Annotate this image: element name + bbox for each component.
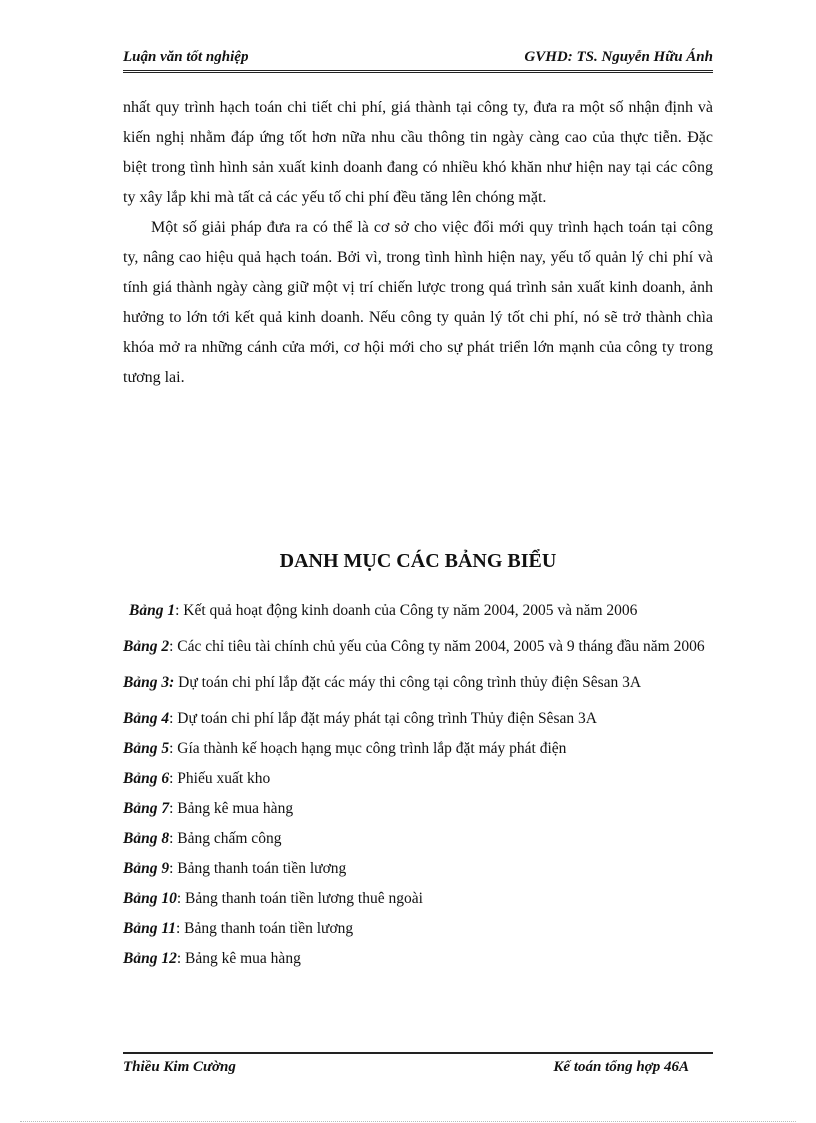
table-caption: : Dự toán chi phí lắp đặt máy phát tại công trình Thủy điện Sêsan 3A	[169, 710, 597, 727]
section-title: DANH MỤC CÁC BẢNG BIỂU	[279, 550, 557, 572]
table-list-item	[123, 944, 713, 974]
page-footer	[123, 1052, 713, 1078]
table-label: Bảng 11	[123, 920, 176, 937]
table-caption: : Bảng thanh toán tiền lương thuê ngoài	[176, 890, 423, 907]
table-caption: : Bảng kê mua hàng	[176, 950, 301, 967]
table-label: Bảng 1	[129, 602, 176, 619]
table-list-item	[123, 704, 713, 734]
header-advisor: GVHD: TS. Nguyễn Hữu Ánh	[524, 49, 713, 65]
table-label: Bảng 12	[123, 950, 177, 967]
table-list-item	[123, 596, 713, 626]
table-caption: Dự toán chi phí lắp đặt các máy thi công tại công trình thủy điện Sêsan 3A	[174, 674, 642, 691]
table-label: Bảng 6	[123, 770, 170, 787]
table-list-item	[123, 794, 713, 824]
table-list-item	[123, 914, 713, 944]
table-list-item	[123, 734, 713, 764]
table-caption: : Bảng thanh toán tiền lương	[175, 920, 354, 937]
table-label: Bảng 2	[123, 638, 170, 655]
page-edge-divider	[20, 1121, 796, 1122]
table-list-item	[123, 668, 713, 698]
table-caption: : Bảng thanh toán tiền lương	[169, 860, 347, 877]
table-list-item	[123, 854, 713, 884]
table-caption: : Các chỉ tiêu tài chính chủ yếu của Công ty năm 2004, 2005 và 9 tháng đầu năm 2006	[169, 638, 705, 655]
footer-author: Thiều Kim Cường	[123, 1059, 236, 1075]
table-list-item	[123, 632, 713, 662]
table-caption: : Phiếu xuất kho	[169, 770, 271, 787]
page-header	[123, 48, 713, 73]
paragraph-1: nhất quy trình hạch toán chi tiết chi phí, giá thành tại công ty, đưa ra một số nhận định và kiến nghị nhằm đáp ứng tốt hơn nữa nhu cầu thông tin ngày càng cao của thực tiễn. Đặc biệt trong tình hình sản xuất kinh doanh đang có nhiều khó khăn như hiện nay tại các công ty xây lắp khi mà tất cả các yếu tố chi phí đều tăng lên chóng mặt.	[123, 99, 713, 206]
footer-class: Kế toán tổng hợp 46A	[553, 1059, 689, 1075]
body-text	[123, 93, 713, 393]
table-list-item	[123, 824, 713, 854]
table-list-item	[123, 764, 713, 794]
table-label: Bảng 7	[123, 800, 170, 817]
header-thesis-title: Luận văn tốt nghiệp	[123, 49, 249, 65]
table-label: Bảng 9	[123, 860, 170, 877]
table-caption: : Gía thành kế hoạch hạng mục công trình lắp đặt máy phát điện	[169, 740, 567, 757]
table-list	[123, 596, 713, 974]
table-caption: : Bảng kê mua hàng	[169, 800, 294, 817]
table-label: Bảng 4	[123, 710, 170, 727]
table-label: Bảng 3:	[123, 674, 175, 691]
table-label: Bảng 5	[123, 740, 170, 757]
table-caption: : Kết quả hoạt động kinh doanh của Công ty năm 2004, 2005 và năm 2006	[175, 602, 638, 619]
table-label: Bảng 8	[123, 830, 170, 847]
paragraph-2: Một số giải pháp đưa ra có thể là cơ sở cho việc đổi mới quy trình hạch toán tại công ty, nâng cao hiệu quả hạch toán. Bởi vì, trong tình hình hiện nay, yếu tố quản lý chi phí và tính giá thành ngày càng giữ một vị trí chiến lược trong quá trình sản xuất kinh doanh, ảnh hưởng to lớn tới kết quả kinh doanh. Nếu công ty quản lý tốt chi phí, nó sẽ trở thành chìa khóa mở ra những cánh cửa mới, cơ hội mới cho sự phát triển lớn mạnh của công ty trong tương lai.	[123, 219, 713, 386]
table-caption: : Bảng chấm công	[169, 830, 282, 847]
table-list-item	[123, 884, 713, 914]
table-label: Bảng 10	[123, 890, 177, 907]
